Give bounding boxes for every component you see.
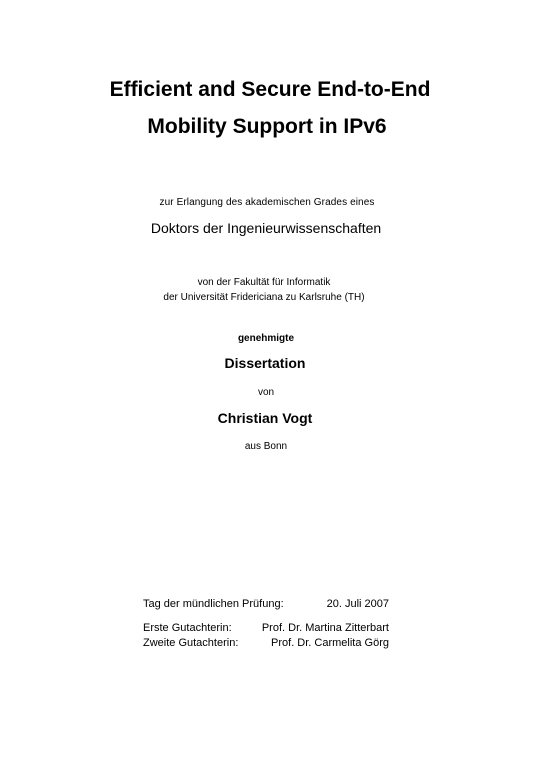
author-origin: aus Bonn: [244, 441, 288, 452]
exam-date-value: 20. Juli 2007: [326, 598, 389, 610]
first-referee-label: Erste Gutachterin:: [143, 622, 232, 634]
title-line-2: Mobility Support in IPv6: [147, 115, 387, 138]
by-label: von: [257, 387, 275, 398]
first-referee-name: Prof. Dr. Martina Zitterbart: [261, 622, 389, 634]
document-type: Dissertation: [224, 355, 306, 371]
faculty: von der Fakultät für Informatik: [197, 277, 331, 288]
university: der Universität Fridericiana zu Karlsruhe (TH): [163, 292, 365, 303]
degree-name: Doktors der Ingenieurwissenschaften: [150, 220, 382, 236]
author-name: Christian Vogt: [217, 410, 313, 426]
second-referee-name: Prof. Dr. Carmelita Görg: [271, 637, 389, 649]
second-referee-label: Zweite Gutachterin:: [143, 637, 239, 649]
title-line-1: Efficient and Secure End-to-End: [109, 78, 431, 101]
approved-label: genehmigte: [237, 333, 295, 344]
exam-date-label: Tag der mündlichen Prüfung:: [143, 598, 284, 610]
degree-purpose: zur Erlangung des akademischen Grades eines: [159, 197, 375, 208]
